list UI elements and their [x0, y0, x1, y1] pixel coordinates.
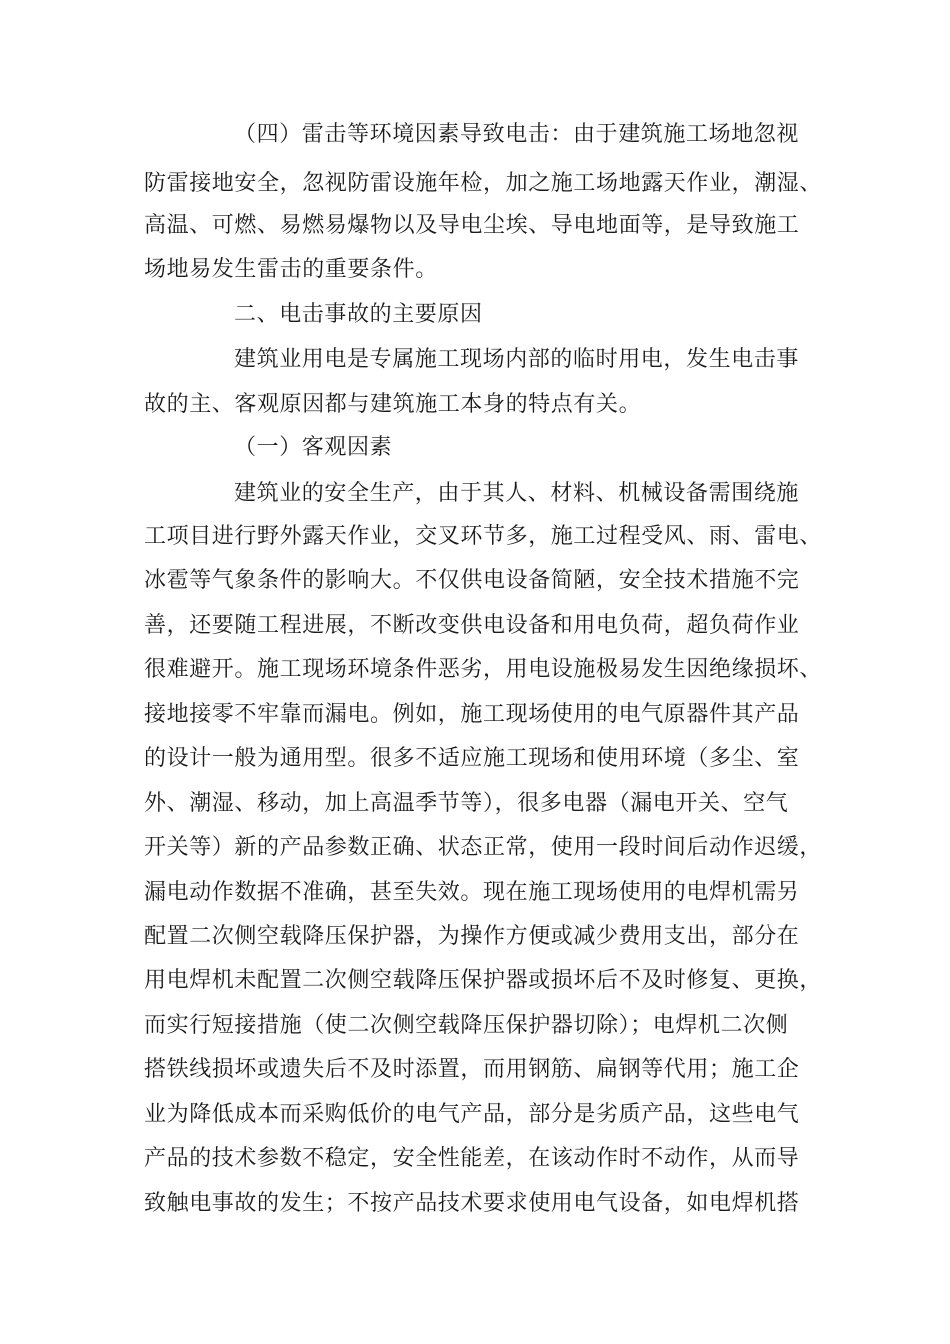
section-heading: 二、电击事故的主要原因: [234, 302, 483, 327]
paragraph-line: 而实行短接措施（使二次侧空载降压保护器切除）；电焊机二次侧: [144, 1013, 789, 1038]
paragraph-line: 工项目进行野外露天作业，交叉环节多，施工过程受风、雨、雷电、: [144, 524, 823, 549]
paragraph-line: 外、潮湿、移动，加上高温季节等），很多电器（漏电开关、空气: [144, 791, 789, 816]
paragraph-line: 场地易发生雷击的重要条件。: [144, 257, 438, 282]
paragraph-line: 很难避开。施工现场环境条件恶劣，用电设施极易发生因绝缘损坏、: [144, 657, 823, 682]
paragraph-line: 建筑业的安全生产，由于其人、材料、机械设备需围绕施: [234, 481, 800, 506]
paragraph-line: 高温、可燃、易燃易爆物以及导电尘埃、导电地面等，是导致施工: [144, 213, 800, 238]
paragraph-line: 故的主、客观原因都与建筑施工本身的特点有关。: [144, 392, 642, 417]
paragraph-line: 的设计一般为通用型。很多不适应施工现场和使用环境（多尘、室: [144, 746, 800, 771]
paragraph-line: 防雷接地安全，忽视防雷设施年检，加之施工场地露天作业，潮湿、: [144, 171, 823, 196]
paragraph-line: 接地接零不牢靠而漏电。例如，施工现场使用的电气原器件其产品: [144, 702, 800, 727]
paragraph-line: 善，还要随工程进展，不断改变供电设备和用电负荷，超负荷作业: [144, 613, 800, 638]
subsection-heading: （一）客观因素: [234, 435, 393, 460]
paragraph-line: （四）雷击等环境因素导致电击：由于建筑施工场地忽视: [234, 122, 800, 147]
paragraph-line: 致触电事故的发生；不按产品技术要求使用电气设备，如电焊机搭: [144, 1191, 800, 1216]
paragraph-line: 配置二次侧空载降压保护器，为操作方便或减少费用支出，部分在: [144, 924, 800, 949]
paragraph-line: 开关等）新的产品参数正确、状态正常，使用一段时间后动作迟缓，: [144, 835, 823, 860]
paragraph-line: 用电焊机未配置二次侧空载降压保护器或损坏后不及时修复、更换，: [144, 968, 823, 993]
paragraph-line: 产品的技术参数不稳定，安全性能差，在该动作时不动作，从而导: [144, 1146, 800, 1171]
paragraph-line: 搭铁线损坏或遗失后不及时添置，而用钢筋、扁钢等代用；施工企: [144, 1057, 800, 1082]
paragraph-line: 建筑业用电是专属施工现场内部的临时用电，发生电击事: [234, 347, 800, 372]
paragraph-line: 业为降低成本而采购低价的电气产品，部分是劣质产品，这些电气: [144, 1102, 800, 1127]
paragraph-line: 冰雹等气象条件的影响大。不仅供电设备简陋，安全技术措施不完: [144, 568, 800, 593]
paragraph-line: 漏电动作数据不准确，甚至失效。现在施工现场使用的电焊机需另: [144, 880, 800, 905]
